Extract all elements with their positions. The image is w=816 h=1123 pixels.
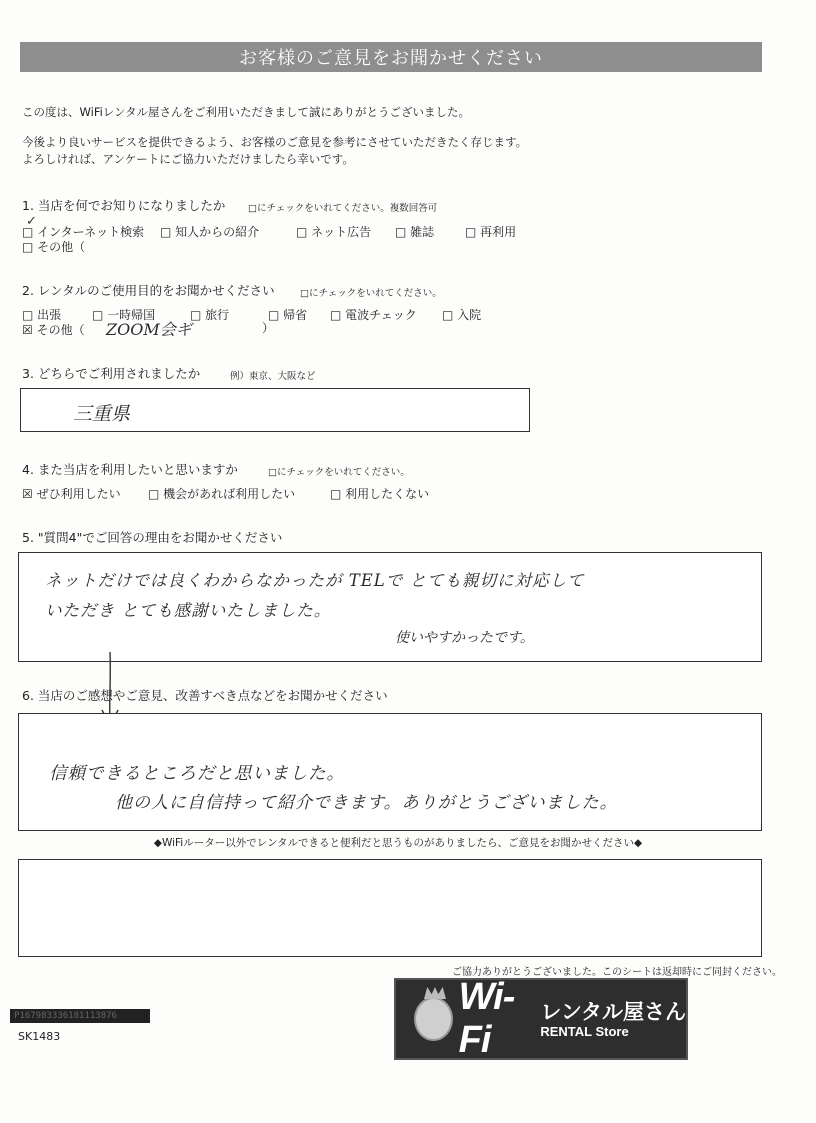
- q1-option-magazine[interactable]: □ 雑誌: [395, 225, 435, 239]
- intro-line-2: 今後より良いサービスを提供できるよう、お客様のご意見を参考にさせていただきたく存じます。: [22, 135, 528, 149]
- q2-other-close: ）: [262, 321, 275, 335]
- q5-answer-box[interactable]: [18, 552, 762, 662]
- wifi-rental-store-logo: [394, 978, 688, 1060]
- footer-thanks: ご協力ありがとうございました。このシートは返却時にご同封ください。: [452, 967, 782, 978]
- q6-question: 6. 当店のご感想やご意見、改善すべき点などをお聞かせください: [22, 688, 388, 703]
- sheet-id: SK1483: [18, 1030, 61, 1043]
- q6-answer-box[interactable]: [18, 713, 762, 831]
- q1-question: 1. 当店を何でお知りになりましたか: [22, 198, 226, 213]
- intro-line-3: よろしければ、アンケートにご協力いただけましたら幸いです。: [22, 152, 354, 166]
- q2-option-temp-return[interactable]: □ 一時帰国: [92, 308, 156, 322]
- q5-question: 5. "質問4"でご回答の理由をお聞かせください: [22, 530, 283, 545]
- logo-wifi-text: Wi-Fi: [458, 976, 515, 1061]
- q2-question: 2. レンタルのご使用目的をお聞かせください: [22, 283, 275, 298]
- q4-hint: □にチェックをいれてください。: [268, 467, 410, 478]
- logo-en-text: RENTAL Store: [540, 1023, 629, 1039]
- q3-question: 3. どちらでご利用されましたか: [22, 366, 201, 381]
- q2-hint: □にチェックをいれてください。: [300, 288, 442, 299]
- q2-option-business[interactable]: □ 出張: [22, 308, 62, 322]
- q5-answer-line-3: 使いやすかったです。: [395, 630, 534, 646]
- q2-option-signal-check[interactable]: □ 電波チェック: [330, 308, 417, 322]
- mascot-icon: [414, 997, 453, 1041]
- q1-option-reuse[interactable]: □ 再利用: [465, 225, 517, 239]
- q2-option-travel[interactable]: □ 旅行: [190, 308, 230, 322]
- q7-prompt: ◆WiFiルーター以外でレンタルできると便利だと思うものがありましたら、ご意見をお聞かせください◆: [153, 837, 643, 849]
- q2-option-hospital[interactable]: □ 入院: [442, 308, 482, 322]
- q1-option-other[interactable]: □ その他（: [22, 240, 86, 254]
- q1-check-mark: ✓: [26, 214, 37, 229]
- q2-option-homecoming[interactable]: □ 帰省: [268, 308, 308, 322]
- q3-hint: 例）東京、大阪など: [230, 371, 316, 382]
- q1-hint: □にチェックをいれてください。複数回答可: [248, 203, 438, 214]
- form-title-bar: [20, 42, 762, 72]
- redacted-code-strip: P167983336181113876: [10, 1009, 150, 1023]
- form-title: お客様のご意見をお聞かせください: [239, 48, 543, 69]
- q2-other-answer: ZOOM会ギ: [106, 320, 192, 339]
- q3-answer: 三重県: [73, 403, 131, 425]
- q1-option-net-ad[interactable]: □ ネット広告: [296, 225, 372, 239]
- q7-answer-box[interactable]: [18, 859, 762, 957]
- q1-option-internet[interactable]: □ インターネット検索: [22, 225, 145, 239]
- q4-question: 4. また当店を利用したいと思いますか: [22, 462, 238, 477]
- q5-answer-line-2: いただき とても感謝いたしました。: [45, 601, 332, 620]
- q6-answer-line-2: 他の人に自信持って紹介できます。ありがとうございました。: [115, 793, 618, 813]
- q4-option-if-chance[interactable]: □ 機会があれば利用したい: [148, 487, 296, 501]
- q3-answer-box[interactable]: [20, 388, 530, 432]
- logo-jp-text: レンタル屋さん: [540, 999, 686, 1024]
- q6-answer-line-1: 信頼できるところだと思いました。: [49, 764, 345, 784]
- q4-option-no[interactable]: □ 利用したくない: [330, 487, 430, 501]
- q4-option-definitely[interactable]: ☒ ぜひ利用したい: [22, 487, 121, 501]
- intro-line-1: この度は、WiFiレンタル屋さんをご利用いただきまして誠にありがとうございました。: [22, 105, 471, 119]
- q1-option-referral[interactable]: □ 知人からの紹介: [160, 225, 260, 239]
- q5-answer-line-1: ネットだけでは良くわからなかったが TELで とても親切に対応して: [45, 571, 585, 590]
- q2-option-other[interactable]: ☒ その他（: [22, 323, 85, 337]
